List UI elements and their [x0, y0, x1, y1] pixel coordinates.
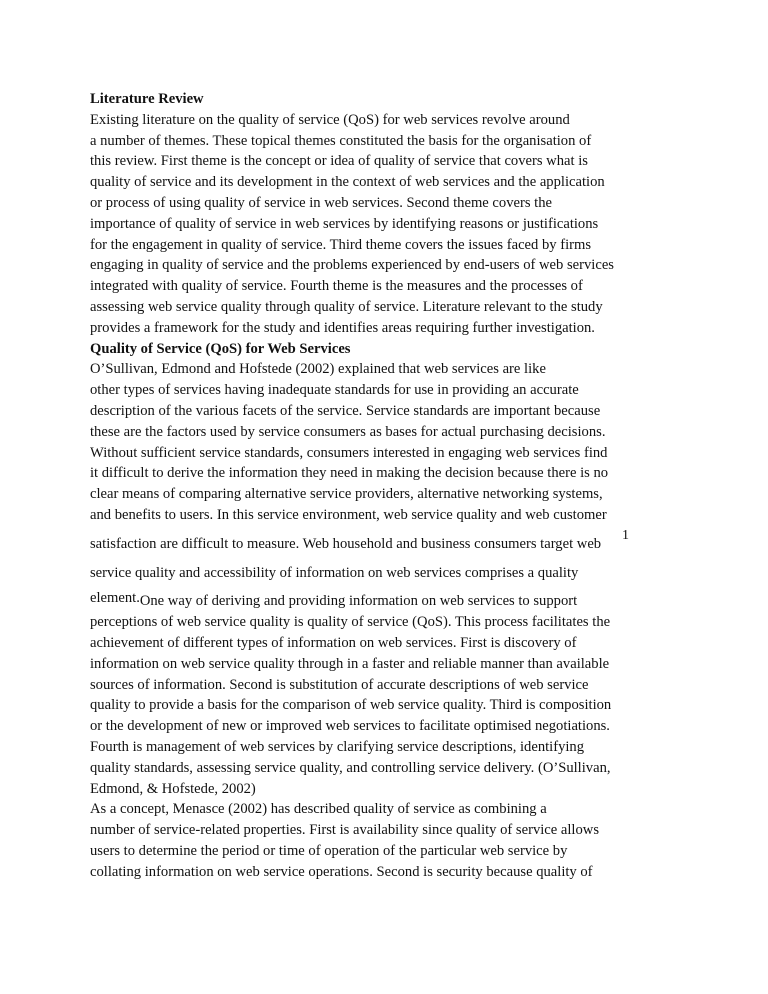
text-line: perceptions of web service quality is quality of service (QoS). This process facilitates the — [90, 614, 611, 631]
text-line: provides a framework for the study and identifies areas requiring further investigation. — [90, 319, 595, 336]
section-heading-qos-web-services: Quality of Service (QoS) for Web Services — [90, 340, 351, 357]
text-line: engaging in quality of service and the problems experienced by end-users of web services — [90, 257, 614, 274]
text-line: Edmond, & Hofstede, 2002) — [90, 780, 256, 797]
text-line: achievement of different types of information on web services. First is discovery of — [90, 634, 577, 651]
text-line: number of service-related properties. First is availability since quality of service allows — [90, 822, 599, 839]
text-line: description of the various facets of the service. Service standards are important because — [90, 402, 601, 419]
text-line: clear means of comparing alternative service providers, alternative networking systems, — [90, 486, 603, 503]
text-line: Existing literature on the quality of service (QoS) for web services revolve around — [90, 111, 570, 128]
page-number: 1 — [622, 528, 629, 543]
text-line: collating information on web service operations. Second is security because quality of — [90, 863, 593, 880]
text-line: service quality and accessibility of information on web services comprises a quality — [90, 564, 579, 581]
element-word: element. — [90, 590, 140, 607]
text-line: or the development of new or improved web services to facilitate optimised negotiations. — [90, 718, 610, 735]
text-line: integrated with quality of service. Fourth theme is the measures and the processes of — [90, 278, 583, 295]
text-line: sources of information. Second is substitution of accurate descriptions of web service — [90, 676, 589, 693]
text-line: it difficult to derive the information they need in making the decision because there is no — [90, 465, 609, 482]
literature-review-paragraph — [90, 110, 650, 339]
text-line: As a concept, Menasce (2002) has described quality of service as combining a — [90, 801, 547, 818]
element-rest: One way of deriving and providing information on web services to support — [139, 593, 578, 610]
text-line: information on web service quality through in a faster and reliable manner than available — [90, 655, 610, 672]
text-line: users to determine the period or time of operation of the particular web service by — [90, 842, 568, 859]
text-line: quality to provide a basis for the comparison of web service quality. Third is composition — [90, 697, 612, 714]
text-line: Without sufficient service standards, consumers interested in engaging web services find — [90, 444, 608, 461]
text-line: quality of service and its development in the context of web services and the application — [90, 174, 605, 191]
section-heading-literature-review: Literature Review — [90, 91, 204, 107]
text-line: importance of quality of service in web services by identifying reasons or justifications — [90, 215, 599, 232]
document-body — [90, 89, 650, 882]
text-line: O’Sullivan, Edmond and Hofstede (2002) explained that web services are like — [90, 361, 546, 378]
text-line: Fourth is management of web services by clarifying service descriptions, identifying — [90, 738, 585, 755]
text-line: other types of services having inadequate standards for use in providing an accurate — [90, 382, 579, 399]
text-line: assessing web service quality through quality of service. Literature relevant to the study — [90, 298, 603, 315]
text-line: and benefits to users. In this service environment, web service quality and web customer — [90, 506, 607, 523]
text-line: quality standards, assessing service quality, and controlling service delivery. (O’Sullivan, — [90, 759, 611, 776]
text-line: satisfaction are difficult to measure. Web household and business consumers target web — [90, 535, 602, 552]
qos-paragraph — [90, 359, 650, 882]
text-line: this review. First theme is the concept or idea of quality of service that covers what is — [90, 153, 588, 170]
text-line: these are the factors used by service consumers as bases for actual purchasing decisions. — [90, 423, 606, 440]
text-line: or process of using quality of service in web services. Second theme covers the — [90, 194, 552, 211]
text-line-element — [90, 591, 650, 612]
text-line: a number of themes. These topical themes constituted the basis for the organisation of — [90, 132, 592, 149]
text-line: for the engagement in quality of service. Third theme covers the issues faced by firms — [90, 236, 592, 253]
